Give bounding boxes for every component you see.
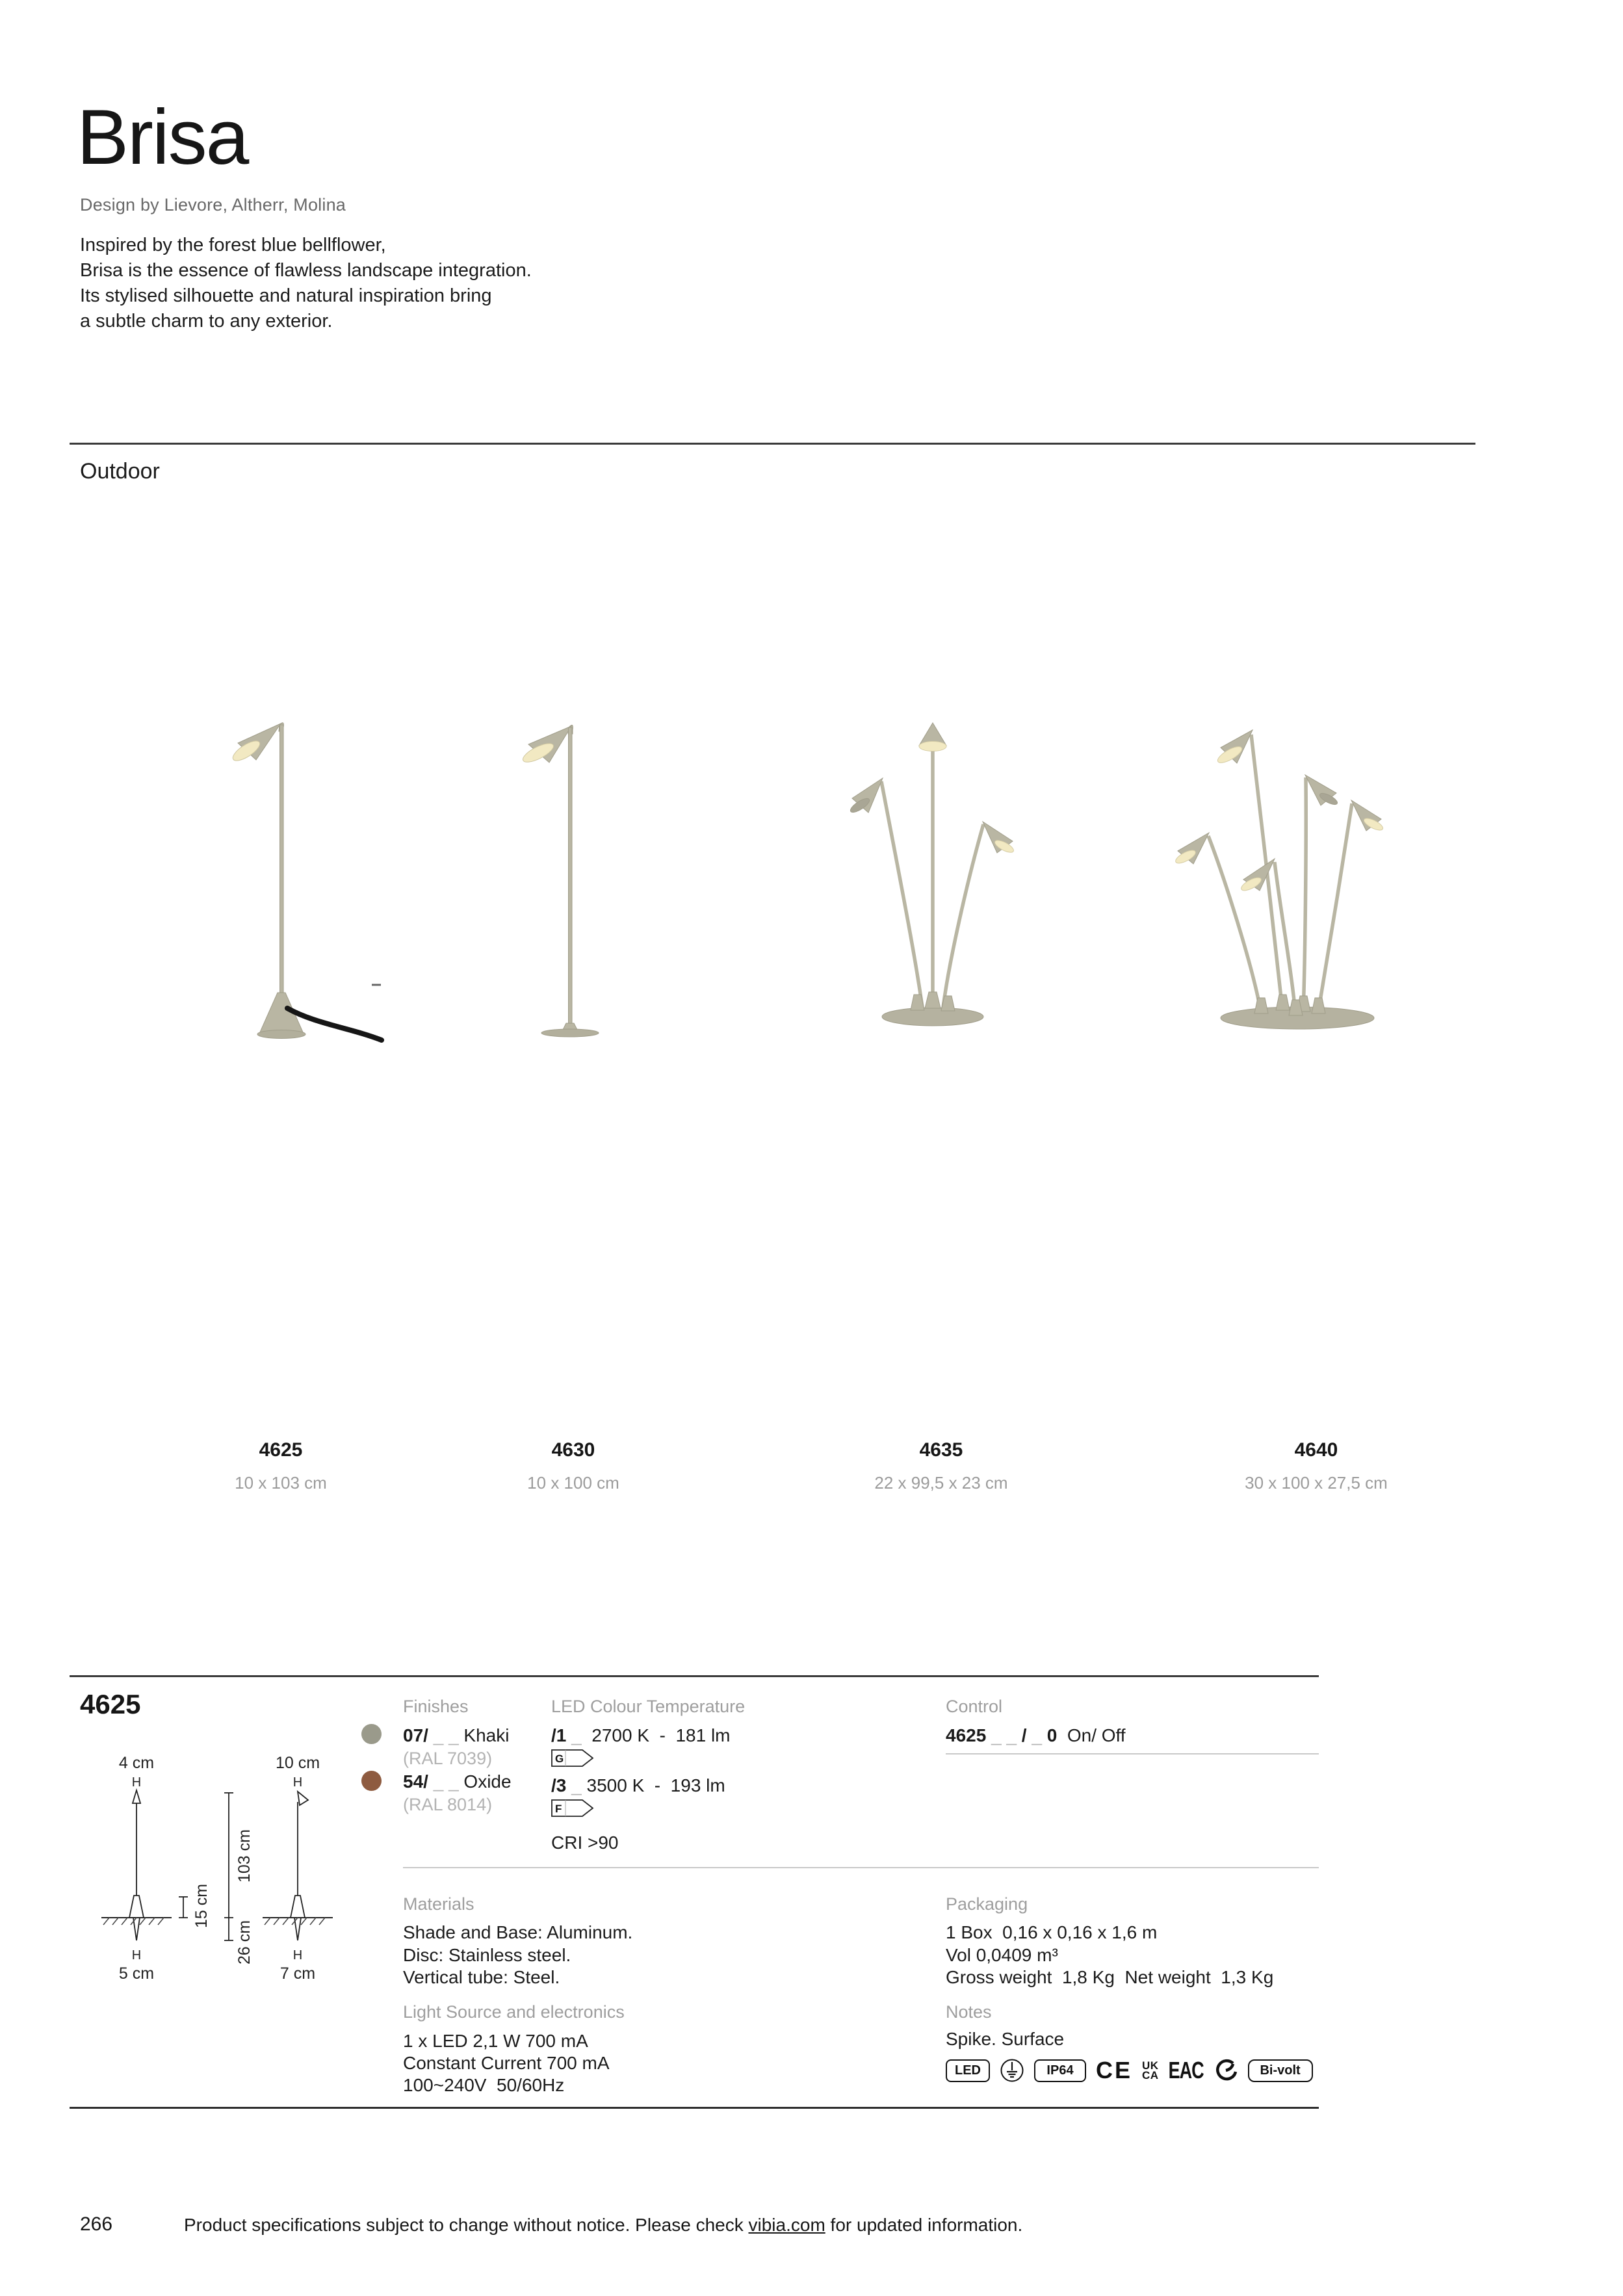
product-dimensions: 30 x 100 x 27,5 cm [1245,1473,1388,1493]
finishes-header: Finishes [403,1697,469,1716]
product-dimensions: 10 x 100 cm [527,1473,619,1493]
intro-line: Brisa is the essence of flawless landscape integration. [80,260,532,281]
control-header: Control [946,1697,1003,1716]
oxide-swatch [361,1771,382,1791]
svg-text:H: H [292,1948,303,1963]
ip64-badge: IP64 [1034,2059,1086,2082]
led-header: LED Colour Temperature [551,1697,746,1716]
spec-bottom-divider [70,2107,1319,2109]
product-image-4625 [182,717,390,1045]
certification-badges [946,2057,1313,2084]
spec-mid-divider [403,1867,1319,1868]
product-image-4640 [1149,714,1448,1039]
packaging-line: 1 Box 0,16 x 0,16 x 1,6 m [946,1922,1158,1942]
page-title: Brisa [77,94,248,181]
svg-text:26 cm: 26 cm [235,1920,253,1964]
notes-header: Notes [946,2002,992,2022]
svg-text:4 cm: 4 cm [118,1754,155,1772]
energy-label-g-icon [551,1749,597,1767]
product-image-4630 [452,718,686,1043]
designer-credit: Design by Lievore, Altherr, Molina [80,195,346,215]
packaging-header: Packaging [946,1894,1028,1914]
led-badge: LED [946,2059,990,2082]
protective-earth-icon [1000,2058,1024,2083]
light-source-line: 1 x LED 2,1 W 700 mA [403,2031,588,2051]
intro-paragraph [80,233,532,334]
page-number: 266 [80,2213,113,2235]
conformity-swirl-icon [1214,2058,1238,2083]
light-source-line: Constant Current 700 mA [403,2053,610,2073]
product-model: 4635 [919,1439,963,1461]
led-row: /3 _ 3500 K - 193 lm [551,1775,725,1795]
svg-text:H: H [131,1948,142,1963]
notes-text: Spike. Surface [946,2029,1065,2049]
materials-header: Materials [403,1894,474,1914]
svg-text:7 cm: 7 cm [279,1964,316,1983]
vibia-link[interactable]: vibia.com [748,2215,825,2235]
svg-text:5 cm: 5 cm [118,1964,155,1983]
ce-mark-icon: CE [1096,2057,1133,2083]
spec-model-number: 4625 [80,1689,141,1719]
intro-line: Inspired by the forest blue bellflower, [80,235,386,255]
control-code: 4625 _ _ / _ 0 On/ Off [946,1725,1126,1745]
finish-option: 07/ _ _ Khaki [403,1725,510,1745]
energy-label-f-icon [551,1799,597,1817]
product-dimensions: 10 x 103 cm [235,1473,327,1493]
svg-text:G: G [555,1753,564,1765]
light-source-header: Light Source and electronics [403,2002,625,2022]
materials-line: Disc: Stainless steel. [403,1945,571,1965]
product-model: 4630 [551,1439,595,1461]
intro-line: a subtle charm to any exterior. [80,311,333,332]
svg-text:10 cm: 10 cm [275,1754,320,1772]
svg-text:H: H [131,1775,142,1790]
finish-ral: (RAL 8014) [403,1795,493,1814]
light-source-line: 100~240V 50/60Hz [403,2075,565,2095]
product-model: 4640 [1294,1439,1338,1461]
svg-text:H: H [292,1775,303,1790]
packaging-line: Gross weight 1,8 Kg Net weight 1,3 Kg [946,1967,1274,1987]
svg-text:15 cm: 15 cm [192,1883,211,1928]
product-model: 4625 [259,1439,303,1461]
khaki-swatch [361,1724,382,1744]
control-underline [946,1753,1319,1755]
led-row: /1 _ 2700 K - 181 lm [551,1725,731,1745]
product-image-4635 [798,714,1071,1039]
finish-option: 54/ _ _ Oxide [403,1771,512,1792]
svg-text:103 cm: 103 cm [235,1829,253,1883]
cri-value: CRI >90 [551,1833,619,1853]
section-label: Outdoor [80,459,160,484]
footer-disclaimer: Product specifications subject to change without notice. Please check vibia.com for updated information. [184,2215,1023,2235]
materials-line: Shade and Base: Aluminum. [403,1922,633,1942]
intro-line: Its stylised silhouette and natural inspiration bring [80,285,492,306]
header-divider [70,443,1475,445]
bi-volt-badge: Bi-volt [1248,2059,1313,2082]
spec-top-divider [70,1675,1319,1677]
materials-line: Vertical tube: Steel. [403,1967,560,1987]
ukca-mark-icon: UK CA [1142,2059,1159,2081]
packaging-line: Vol 0,0409 m³ [946,1945,1058,1965]
svg-text:F: F [555,1803,562,1815]
dimension-diagram [78,1747,390,2040]
finish-ral: (RAL 7039) [403,1749,493,1768]
product-dimensions: 22 x 99,5 x 23 cm [874,1473,1008,1493]
eac-mark-icon: EAC [1168,2057,1204,2083]
